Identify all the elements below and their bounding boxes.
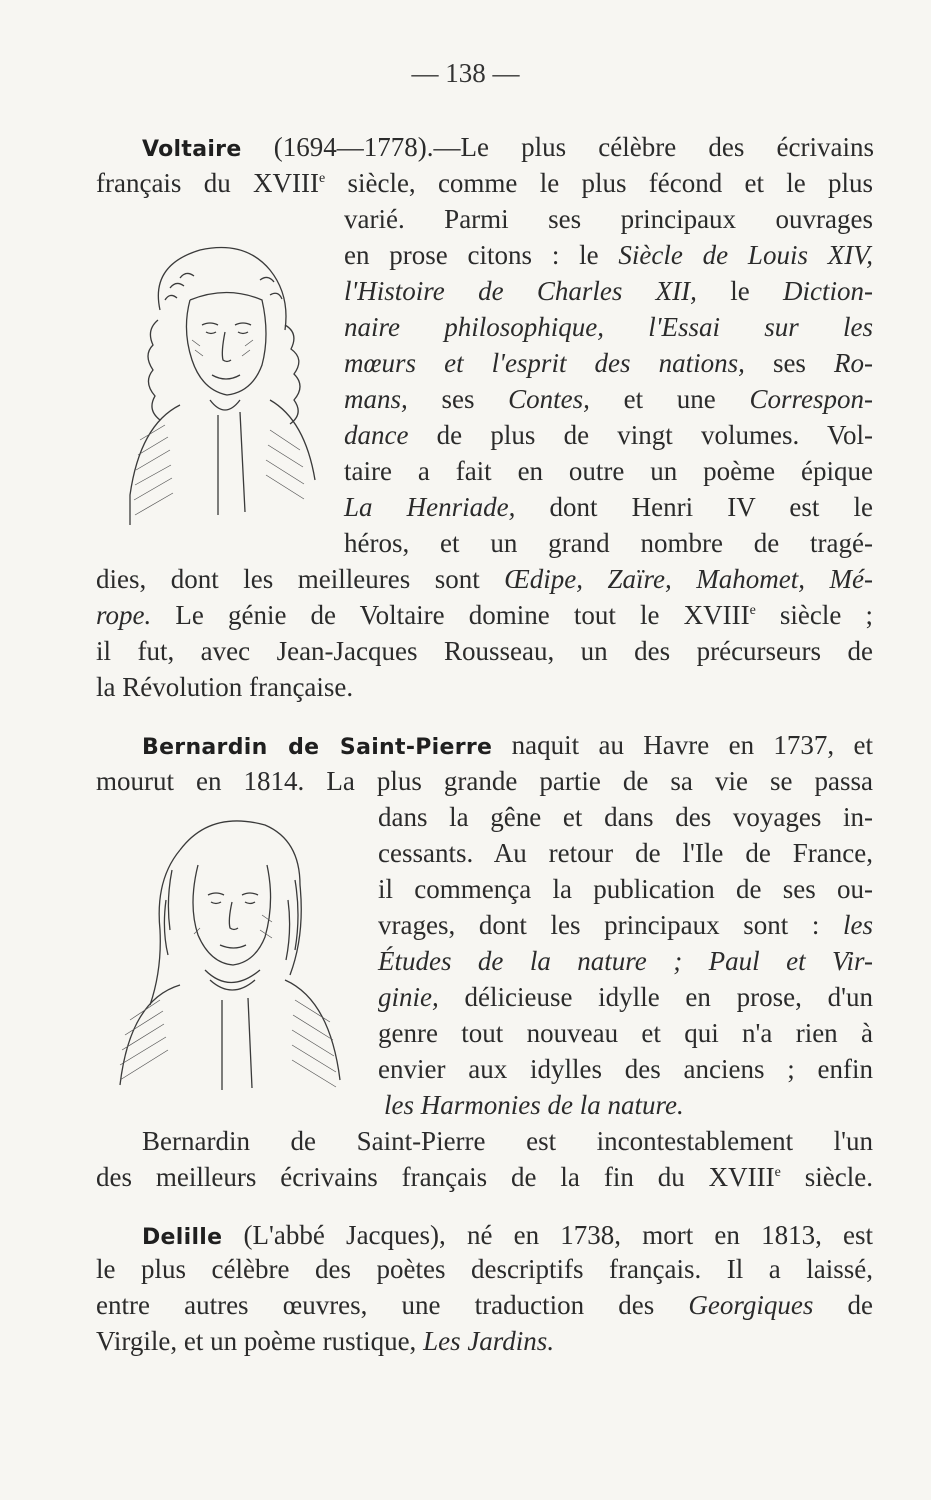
voltaire-line-11: La Henriade, dont Henri IV est le xyxy=(344,492,873,522)
bernardin-line-8: ginie, délicieuse idylle en prose, d'un xyxy=(378,982,873,1012)
voltaire-line-13: dies, dont les meilleures sont Œdipe, Zaïre, Mahomet, Mé- xyxy=(96,564,873,594)
voltaire-line-8: mans, ses Contes, et une Correspon- xyxy=(344,384,873,414)
voltaire-line-4: en prose citons : le Siècle de Louis XIV, xyxy=(344,240,873,270)
bernardin-line-1: Bernardin de Saint-Pierre naquit au Havre en 1737, et xyxy=(142,730,873,760)
bernardin-line-7: Études de la nature ; Paul et Vir- xyxy=(378,946,873,976)
voltaire-line-2: français du XVIIIe siècle, comme le plus fécond et le plus xyxy=(96,168,873,198)
bernardin-line-9: genre tout nouveau et qui n'a rien à xyxy=(378,1018,873,1048)
bernardin-line-5: il commença la publication de ses ou- xyxy=(378,874,873,904)
bernardin-line-13: des meilleurs écrivains français de la fin du XVIIIe siècle. xyxy=(96,1162,873,1192)
voltaire-line-6: naire philosophique, l'Essai sur les xyxy=(344,312,873,342)
bernardin-line-2: mourut en 1814. La plus grande partie de sa vie se passa xyxy=(96,766,873,796)
voltaire-line-3: varié. Parmi ses principaux ouvrages xyxy=(344,204,873,234)
voltaire-line-16: la Révolution française. xyxy=(96,672,354,702)
bernardin-line-11: les Harmonies de la nature. xyxy=(384,1090,684,1120)
delille-line-3: entre autres œuvres, une traduction des Georgiques de xyxy=(96,1290,873,1320)
voltaire-line-15: il fut, avec Jean-Jacques Rousseau, un des précurseurs de xyxy=(96,636,873,666)
voltaire-line-10: taire a fait en outre un poème épique xyxy=(344,456,873,486)
voltaire-line-7: mœurs et l'esprit des nations, ses Ro- xyxy=(344,348,873,378)
delille-name: Delille xyxy=(142,1225,223,1250)
delille-line-2: le plus célèbre des poètes descriptifs français. Il a laissé, xyxy=(96,1254,873,1284)
page-number: — 138 — xyxy=(411,58,520,88)
voltaire-line-5: l'Histoire de Charles XII, le Diction- xyxy=(344,276,873,306)
bernardin-line-6: vrages, dont les principaux sont : les xyxy=(378,910,873,940)
bernardin-line-10: envier aux idylles des anciens ; enfin xyxy=(378,1054,873,1084)
bernardin-line-4: cessants. Au retour de l'Ile de France, xyxy=(378,838,873,868)
voltaire-engraving-image xyxy=(120,240,320,530)
voltaire-line-1 xyxy=(142,130,874,167)
delille-line-4: Virgile, et un poème rustique, Les Jardins. xyxy=(96,1326,555,1356)
voltaire-line-12: héros, et un grand nombre de tragé- xyxy=(344,528,873,558)
voltaire-line-9: dance de plus de vingt volumes. Vol- xyxy=(344,420,873,450)
voltaire-portrait xyxy=(120,240,320,530)
bernardin-name: Bernardin de Saint-Pierre xyxy=(142,735,493,760)
voltaire-dates: (1694—1778).—Le plus célèbre des écrivains xyxy=(241,132,874,162)
bernardin-engraving-image xyxy=(110,810,350,1100)
bernardin-line-12: Bernardin de Saint-Pierre est incontestablement l'un xyxy=(142,1126,873,1156)
voltaire-line-14: rope. Le génie de Voltaire domine tout le XVIIIe siècle ; xyxy=(96,600,873,630)
delille-line-1: Delille (L'abbé Jacques), né en 1738, mort en 1813, est xyxy=(142,1220,873,1250)
bernardin-portrait xyxy=(110,810,350,1100)
voltaire-name: Voltaire xyxy=(142,137,242,162)
bernardin-line-3: dans la gêne et dans des voyages in- xyxy=(378,802,873,832)
